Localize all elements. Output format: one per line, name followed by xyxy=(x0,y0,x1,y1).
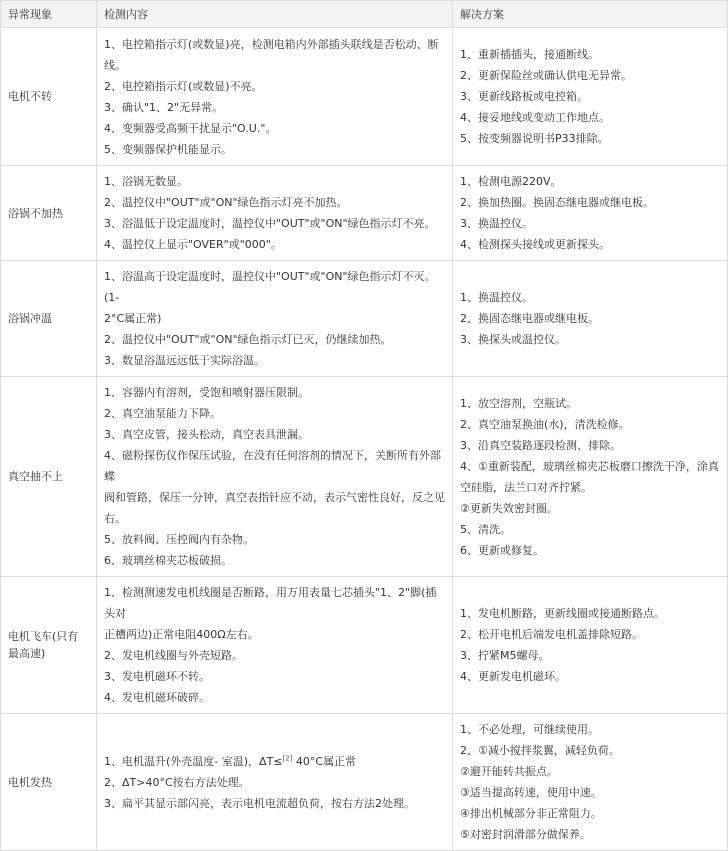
check-cell xyxy=(97,577,453,714)
check-line: 1、容器内有溶剂，受饱和喷射器压限制。 xyxy=(104,386,309,399)
check-line: 2°C属正常) xyxy=(104,312,162,325)
check-cell xyxy=(97,377,453,577)
check-cell xyxy=(97,28,453,166)
symptom-cell: 电机发热 xyxy=(1,714,97,851)
check-line: 2、发电机线圈与外壳短路。 xyxy=(104,649,243,662)
check-cell xyxy=(97,166,453,261)
solution-line: 1、重新插插头，接通断线。 xyxy=(460,48,599,61)
check-line: 右。 xyxy=(104,512,126,525)
check-line: 3、发电机磁环不转。 xyxy=(104,670,210,683)
solution-cell xyxy=(453,577,728,714)
solution-cell xyxy=(453,166,728,261)
check-line: 5、变频器保护机能显示。 xyxy=(104,142,232,156)
table-row xyxy=(1,261,728,377)
solution-line: 1、检测电源220V。 xyxy=(460,175,562,188)
symptom-cell: 电机不转 xyxy=(1,28,97,166)
header-symptom: 异常现象 xyxy=(1,1,97,28)
solution-line: 3、换探头或温控仪。 xyxy=(460,333,566,346)
solution-line: ③适当提高转速，使用中速。 xyxy=(460,786,602,799)
table-row xyxy=(1,377,728,577)
check-line: 3、真空皮管，接头松动，真空表具泄漏。 xyxy=(104,428,309,441)
check-line: 1、电控箱指示灯(或数显)亮，检测电箱内外部插头联线是否松动、断 xyxy=(104,37,439,51)
header-solution: 解决方案 xyxy=(453,1,728,28)
solution-line: 空硅脂，法兰口对齐拧紧。 xyxy=(460,480,592,494)
solution-line: 2、松开电机后端发电机盖排除短路。 xyxy=(460,628,643,641)
symptom-cell: 浴锅不加热 xyxy=(1,166,97,261)
solution-line: 4、更新发电机磁环。 xyxy=(460,670,566,683)
check-text: 40°C属正常 xyxy=(292,754,357,768)
symptom-cell: 浴锅冲温 xyxy=(1,261,97,377)
check-line: 3、确认"1、2"无异常。 xyxy=(104,100,224,114)
header-check: 检测内容 xyxy=(97,1,453,28)
check-line: 2、温控仪中"OUT"或"ON"绿色指示灯亮不加热。 xyxy=(104,196,348,209)
check-line: 4、发电机磁环破碎。 xyxy=(104,691,210,704)
check-cell xyxy=(97,714,453,851)
solution-line: 2、①减小搅拌浆翼，减轻负荷。 xyxy=(460,744,620,757)
solution-line: ④排出机械部分非正常阻力。 xyxy=(460,807,602,820)
header-row xyxy=(1,1,728,28)
table-row xyxy=(1,166,728,261)
solution-line: ②更新失效密封圈。 xyxy=(460,501,558,515)
check-line: 线。 xyxy=(104,58,126,72)
solution-cell xyxy=(453,261,728,377)
solution-line: 1、发电机断路，更新线圈或接通断路点。 xyxy=(460,607,665,620)
solution-line: 4、检测探头接线或更新探头。 xyxy=(460,238,610,251)
solution-line: 2、换加热圈。换固态继电器或继电板。 xyxy=(460,196,654,209)
solution-line: 5、清洗。 xyxy=(460,522,511,536)
check-line: 2、电控箱指示灯(或数显)不亮。 xyxy=(104,79,263,93)
check-line: 2、真空油泵能力下降。 xyxy=(104,407,221,420)
solution-line: 5、按变频器说明书P33排除。 xyxy=(460,132,609,145)
solution-line: 3、换温控仪。 xyxy=(460,217,533,230)
solution-cell xyxy=(453,714,728,851)
solution-line: 3、更新线路板或电控箱。 xyxy=(460,90,588,103)
solution-line: 1、不必处理，可继续使用。 xyxy=(460,723,599,736)
table-row xyxy=(1,714,728,851)
table-row xyxy=(1,28,728,166)
check-line: 6、玻璃丝棉夹芯板破损。 xyxy=(104,554,232,567)
check-line: 1、检测测速发电机线圈是否断路，用万用表量七芯插头"1、2"脚(插头对 xyxy=(104,586,437,620)
check-line: 2、ΔT>40°C按右方法处理。 xyxy=(104,775,250,789)
check-line: 5、放料阀、压控阀内有杂物。 xyxy=(104,533,254,546)
check-line: 3、浴温低于设定温度时，温控仪中"OUT"或"ON"绿色指示灯不亮。 xyxy=(104,217,436,230)
solution-line: 4、①重新装配，玻璃丝棉夹芯板磨口擦洗干净，涂真 xyxy=(460,459,719,473)
check-line: 4、变频器受高频干扰显示"O.U."。 xyxy=(104,121,277,135)
reference-link[interactable]: [2] xyxy=(282,753,293,762)
check-line: 2、温控仪中"OUT"或"ON"绿色指示灯已灭，仍继续加热。 xyxy=(104,333,392,346)
table-row xyxy=(1,577,728,714)
solution-line: 1、换温控仪。 xyxy=(460,291,533,304)
solution-line: ⑤对密封润滑部分做保养。 xyxy=(460,828,591,841)
solution-cell xyxy=(453,377,728,577)
check-line: 正槽两边)正常电阻400Ω左右。 xyxy=(104,628,259,641)
solution-line: 2、换固态继电器或继电板。 xyxy=(460,312,599,325)
solution-line: 3、拧紧M5螺母。 xyxy=(460,649,550,662)
solution-line: 2、更新保险丝或确认供电无异常。 xyxy=(460,69,632,82)
check-line: 1、浴温高于设定温度时，温控仪中"OUT"或"ON"绿色指示灯不灭。(1- xyxy=(104,270,436,304)
solution-line: 1、放空溶剂，空瓶试。 xyxy=(460,396,577,410)
check-line: 3、扁平其显示部闪亮，表示电机电流超负荷，按右方法2处理。 xyxy=(104,796,415,810)
solution-line: ②避开能转共振点。 xyxy=(460,765,558,778)
solution-line: 6、更新或修复。 xyxy=(460,543,544,557)
check-line: 1、浴锅无数显。 xyxy=(104,175,188,188)
check-line xyxy=(104,751,445,772)
check-line: 4、磁粉探伤仪作保压试验，在没有任何溶剂的情况下，关断所有外部蝶 xyxy=(104,449,441,483)
solution-line: 4、接妥地线或变动工作地点。 xyxy=(460,111,610,124)
solution-line: 2、真空油泵换油(水)，清洗检修。 xyxy=(460,417,630,431)
check-line: 4、温控仪上显示"OVER"或"000"。 xyxy=(104,238,282,251)
check-text: 1、电机温升(外壳温度- 室温)，ΔT≤ xyxy=(104,754,283,768)
check-line: 阀和管路，保压一分钟，真空表指针应不动，表示气密性良好，反之见 xyxy=(104,491,445,504)
solution-cell xyxy=(453,28,728,166)
symptom-cell: 电机飞车(只有最高速) xyxy=(1,577,97,714)
solution-line: 3、沿真空装路逐段检测、排除。 xyxy=(460,438,621,452)
check-cell xyxy=(97,261,453,377)
check-line: 3、数显浴温远远低于实际浴温。 xyxy=(104,354,265,367)
symptom-cell: 真空抽不上 xyxy=(1,377,97,577)
